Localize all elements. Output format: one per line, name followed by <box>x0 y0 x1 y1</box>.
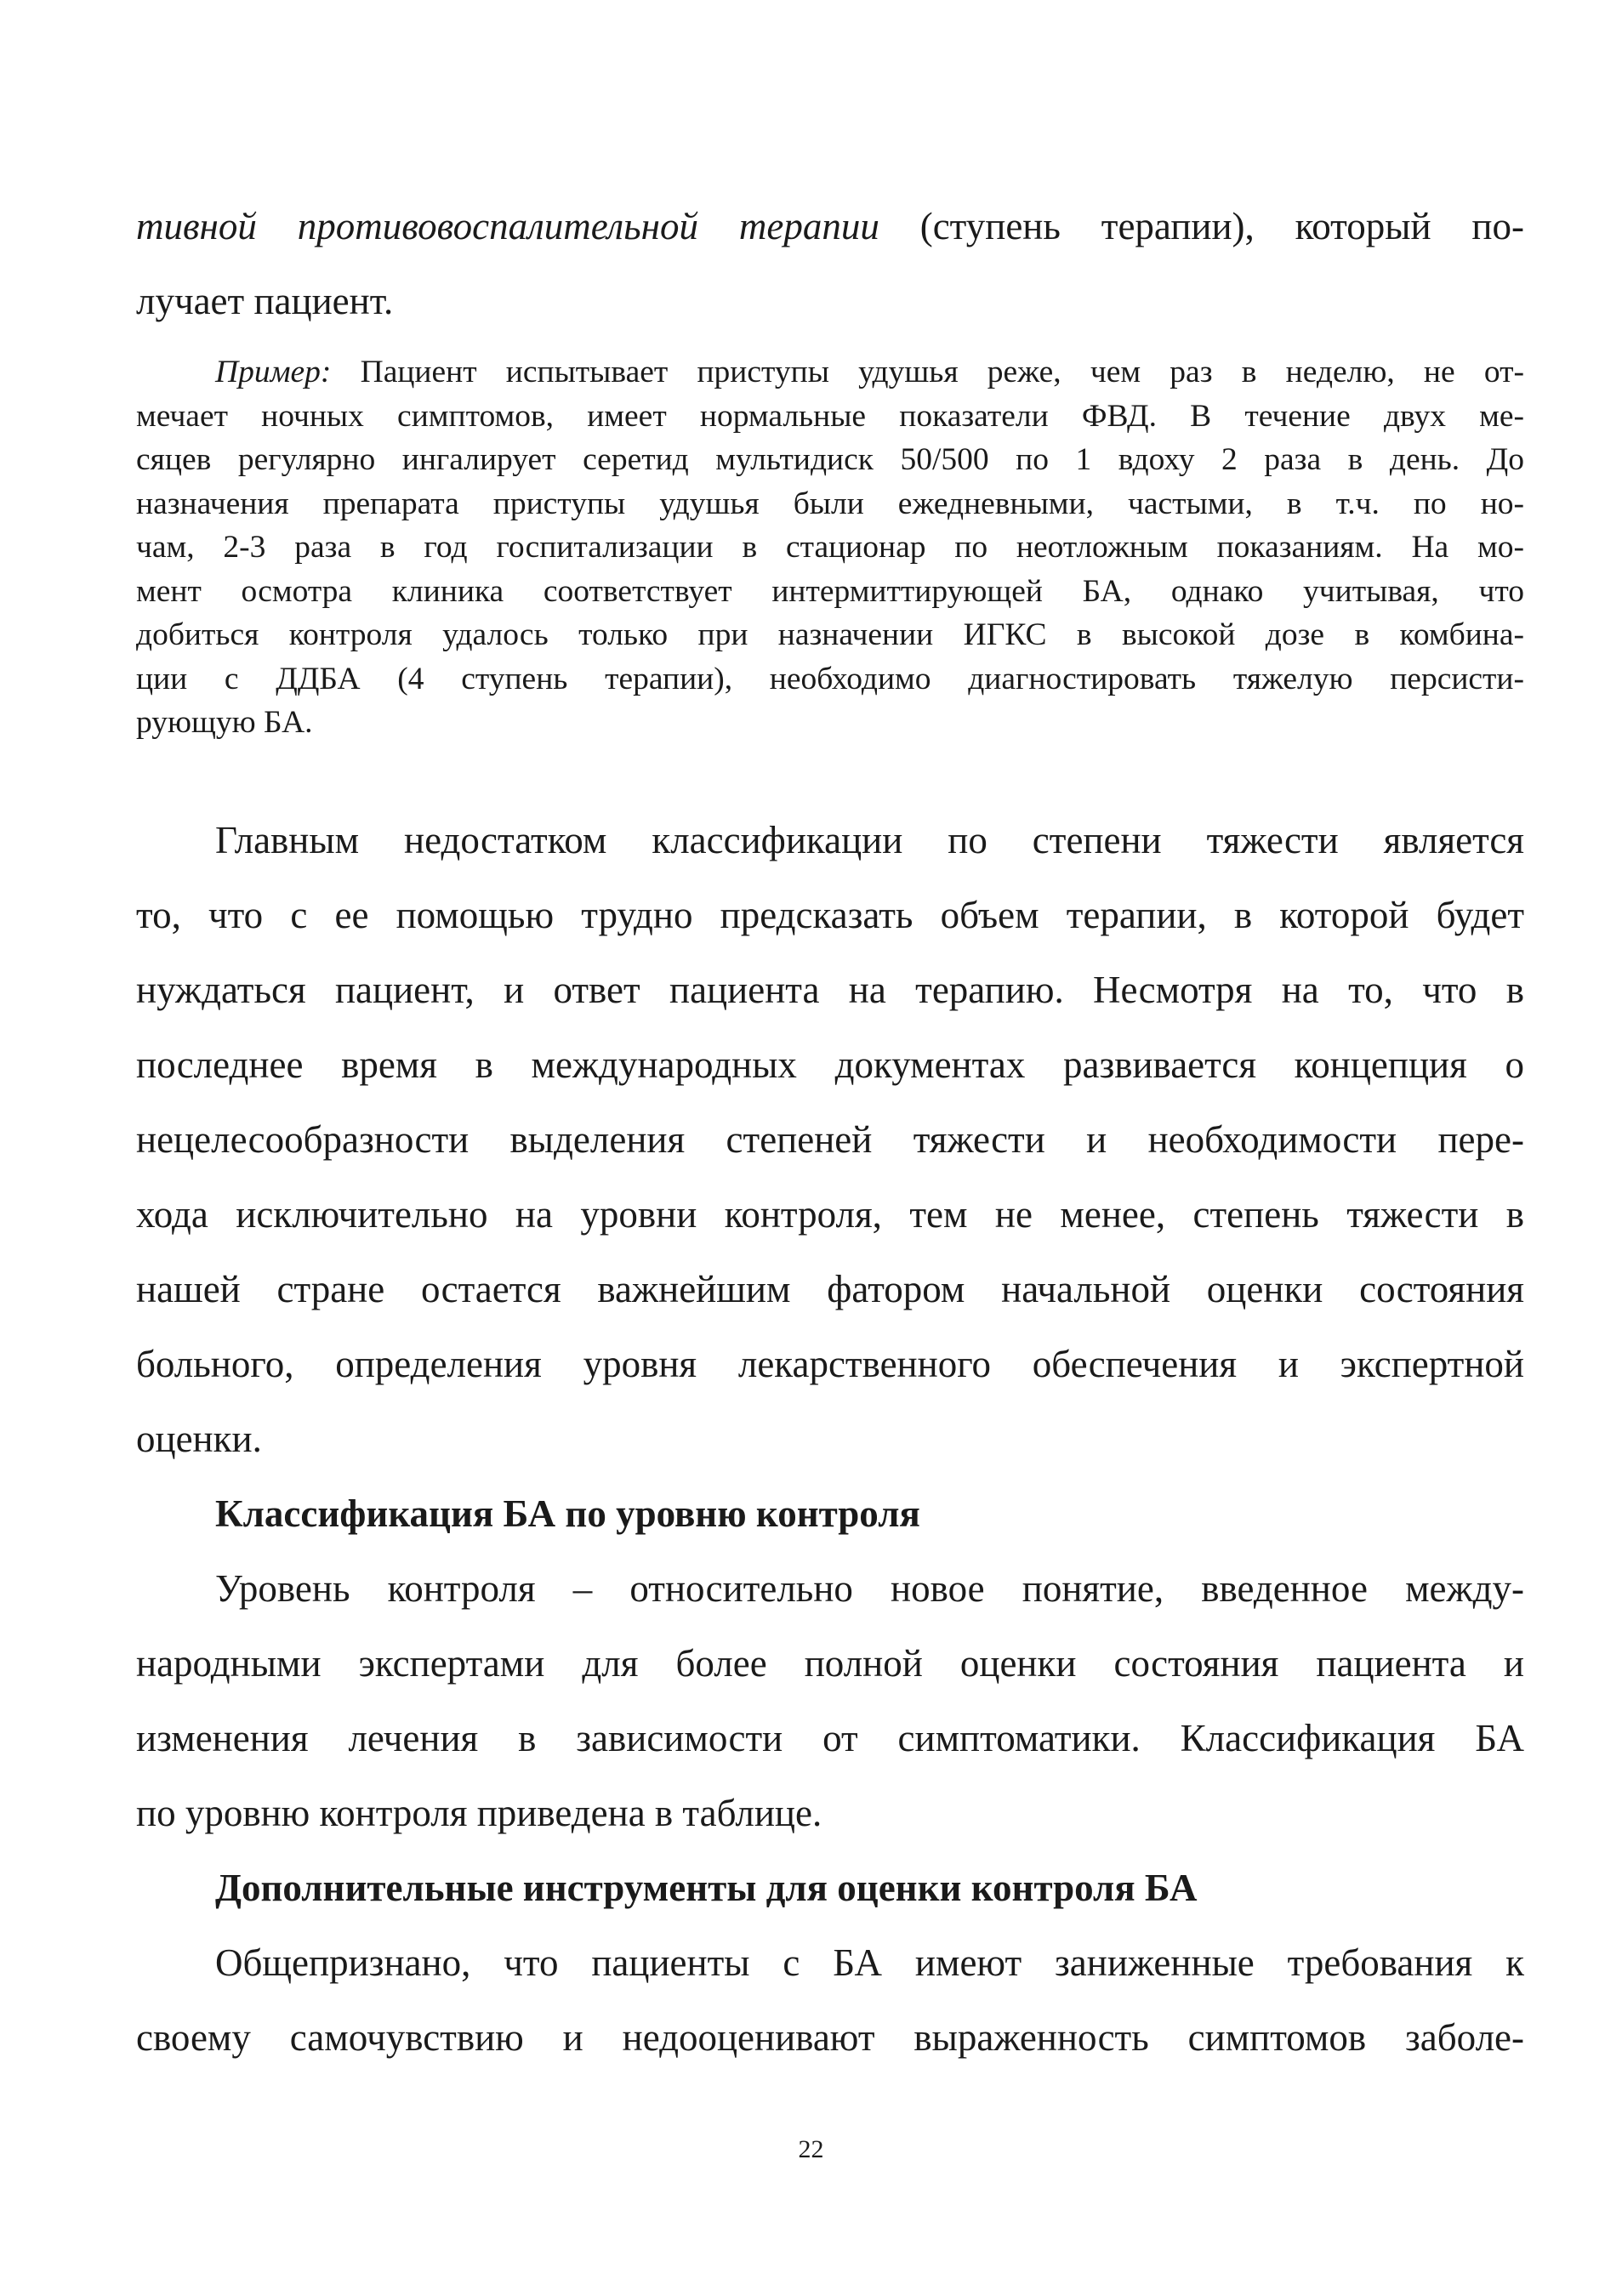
example-line: мент осмотра клиника соответствует интермиттирующей БА, однако учитывая, что <box>136 573 1524 609</box>
example-line: сяцев регулярно ингалирует серетид мультидиск 50/500 по 1 вдоху 2 раза в день. До <box>136 442 1524 477</box>
example-line: назначения препарата приступы удушья были ежедневными, частыми, в т.ч. по но- <box>136 486 1524 521</box>
example-line: мечает ночных симптомов, имеет нормальные показатели ФВД. В течение двух ме- <box>136 398 1524 434</box>
paragraph-line: Общепризнано, что пациенты с БА имеют заниженные требования к <box>215 1941 1524 1984</box>
section-heading-control: Классификация БА по уровню контроля <box>215 1492 920 1535</box>
paragraph-line: лучает пациент. <box>136 280 394 322</box>
example-block <box>136 350 1524 745</box>
paragraph-line: нашей стране остается важнейшим фатором начальной оценки состояния <box>136 1267 1524 1310</box>
paragraph-line: нуждаться пациент, и ответ пациента на терапию. Несмотря на то, что в <box>136 968 1524 1011</box>
page-number: 22 <box>798 2135 824 2163</box>
example-line <box>136 350 1524 395</box>
paragraph-top <box>136 189 1524 338</box>
example-line: добиться контроля удалось только при назначении ИГКС в высокой дозе в комбина- <box>136 617 1524 652</box>
paragraph-line: нецелесообразности выделения степеней тяжести и необходимости пере- <box>136 1117 1524 1161</box>
paragraph-line: своему самочувствию и недооценивают выраженность симптомов заболе- <box>136 2015 1524 2059</box>
paragraph-line: Уровень контроля – относительно новое понятие, введенное между- <box>215 1566 1524 1610</box>
paragraph-line: последнее время в международных документах развивается концепция о <box>136 1043 1524 1086</box>
example-line: ции с ДДБА (4 ступень терапии), необходимо диагностировать тяжелую персисти- <box>136 661 1524 696</box>
paragraph-line: оценки. <box>136 1417 262 1460</box>
paragraph-main <box>136 803 1524 1476</box>
example-line: рующую БА. <box>136 705 313 740</box>
paragraph-line: изменения лечения в зависимости от симптоматики. Классификация БА <box>136 1716 1524 1759</box>
text-run: (ступень терапии), который по- <box>879 205 1524 247</box>
paragraph-line: больного, определения уровня лекарственного обеспечения и экспертной <box>136 1342 1524 1385</box>
section-heading-tools: Дополнительные инструменты для оценки контроля БА <box>215 1866 1198 1909</box>
example-label: Пример: <box>215 355 332 389</box>
paragraph-line: то, что с ее помощью трудно предсказать объем терапии, в которой будет <box>136 893 1524 936</box>
paragraph-line <box>136 189 1524 264</box>
paragraph-line: по уровню контроля приведена в таблице. <box>136 1791 822 1834</box>
paragraph-line: народными экспертами для более полной оценки состояния пациента и <box>136 1641 1524 1685</box>
paragraph-line: Главным недостатком классификации по степени тяжести является <box>215 818 1524 861</box>
paragraph-line: хода исключительно на уровни контроля, тем не менее, степень тяжести в <box>136 1192 1524 1236</box>
example-line: чам, 2-3 раза в год госпитализации в стационар по неотложным показаниям. На мо- <box>136 530 1524 565</box>
paragraph-tools <box>136 1925 1524 2075</box>
paragraph-control <box>136 1551 1524 1850</box>
page-content <box>136 189 1524 2075</box>
italic-phrase: тивной противовоспалительной терапии <box>136 205 879 247</box>
text-run: Пациент испытывает приступы удушья реже, чем раз в неделю, не от- <box>331 355 1524 389</box>
